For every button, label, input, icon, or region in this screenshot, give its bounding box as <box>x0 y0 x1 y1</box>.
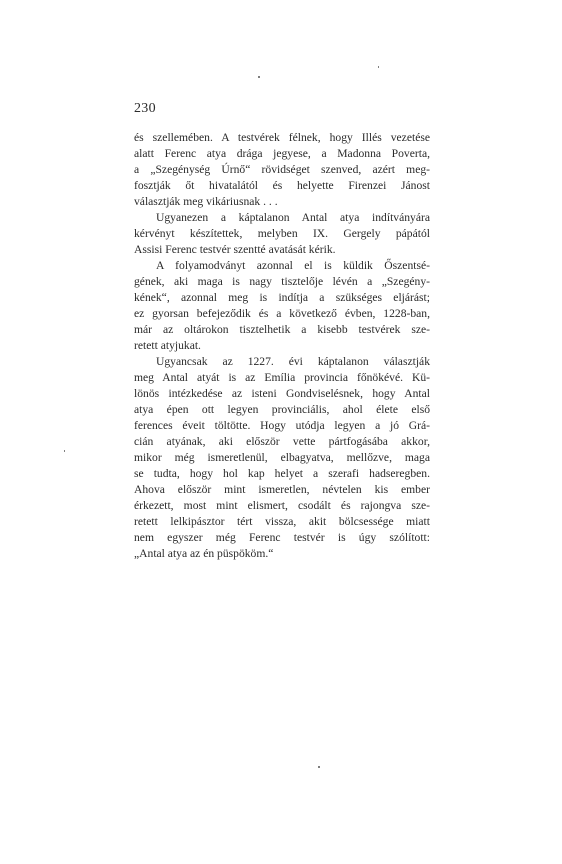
text-line: érkezett, most mint elismert, csodált és rajongva sze- <box>134 499 430 512</box>
text-line: retett atyjukat. <box>134 339 201 352</box>
text-line: ferences éveit töltötte. Hogy utódja legyen a jó Grá- <box>134 419 430 432</box>
text-line: mikor még ismeretlenül, elbagyatva, mellőzve, maga <box>134 451 430 464</box>
text-line: Ugyancsak az 1227. évi káptalanon választják <box>156 355 430 368</box>
text-line: meg Antal atyát is az Emília provincia főnökévé. Kü- <box>134 371 430 384</box>
text-line: kérvényt készítettek, melyben IX. Gergely pápától <box>134 227 430 240</box>
text-line: alatt Ferenc atya drága jegyese, a Madonna Poverta, <box>134 147 430 160</box>
text-line: nem egyszer még Ferenc testvér is úgy szólított: <box>134 531 430 544</box>
text-line: fosztják őt hivatalától és helyette Firenzei Jánost <box>134 179 430 192</box>
page-number: 230 <box>134 101 156 116</box>
text-line: Assisi Ferenc testvér szentté avatását kérik. <box>134 243 336 256</box>
text-line: a „Szegénység Úrnő“ rövidséget szenved, azért meg- <box>134 163 430 176</box>
body-text <box>134 130 430 562</box>
text-line: cián atyának, aki először vette pártfogásába akkor, <box>134 435 430 448</box>
text-line: Ahova először mint ismeretlen, névtelen kis ember <box>134 483 430 496</box>
paper-speck <box>258 76 260 78</box>
text-line: már az oltárokon tisztelhetik a kisebb testvérek sze- <box>134 323 430 336</box>
text-line: A folyamodványt azonnal el is küldik Őszentsé- <box>156 259 430 272</box>
text-line: választják meg vikáriusnak . . . <box>134 195 278 208</box>
text-line: kének“, azonnal meg is indítja a szükséges eljárást; <box>134 291 430 304</box>
text-line: „Antal atya az én püspököm.“ <box>134 547 274 560</box>
text-line: atya épen ott legyen provinciális, ahol élete első <box>134 403 430 416</box>
paper-speck <box>64 450 65 452</box>
text-line: Ugyanezen a káptalanon Antal atya indítványára <box>156 211 430 224</box>
text-line: és szellemében. A testvérek félnek, hogy Illés vezetése <box>134 131 430 144</box>
paper-speck <box>378 66 379 68</box>
paper-speck <box>318 766 320 768</box>
text-line: se tudta, hogy hol kap helyet a szerafi hadseregben. <box>134 467 430 480</box>
text-line: retett lelkipásztor tért vissza, akit bölcsessége miatt <box>134 515 430 528</box>
text-line: lönös intézkedése az isteni Gondviselésnek, hogy Antal <box>134 387 430 400</box>
text-line: gének, aki maga is nagy tisztelője lévén a „Szegény- <box>134 275 430 288</box>
text-line: ez gyorsan befejeződik és a következő évben, 1228-ban, <box>134 307 430 320</box>
